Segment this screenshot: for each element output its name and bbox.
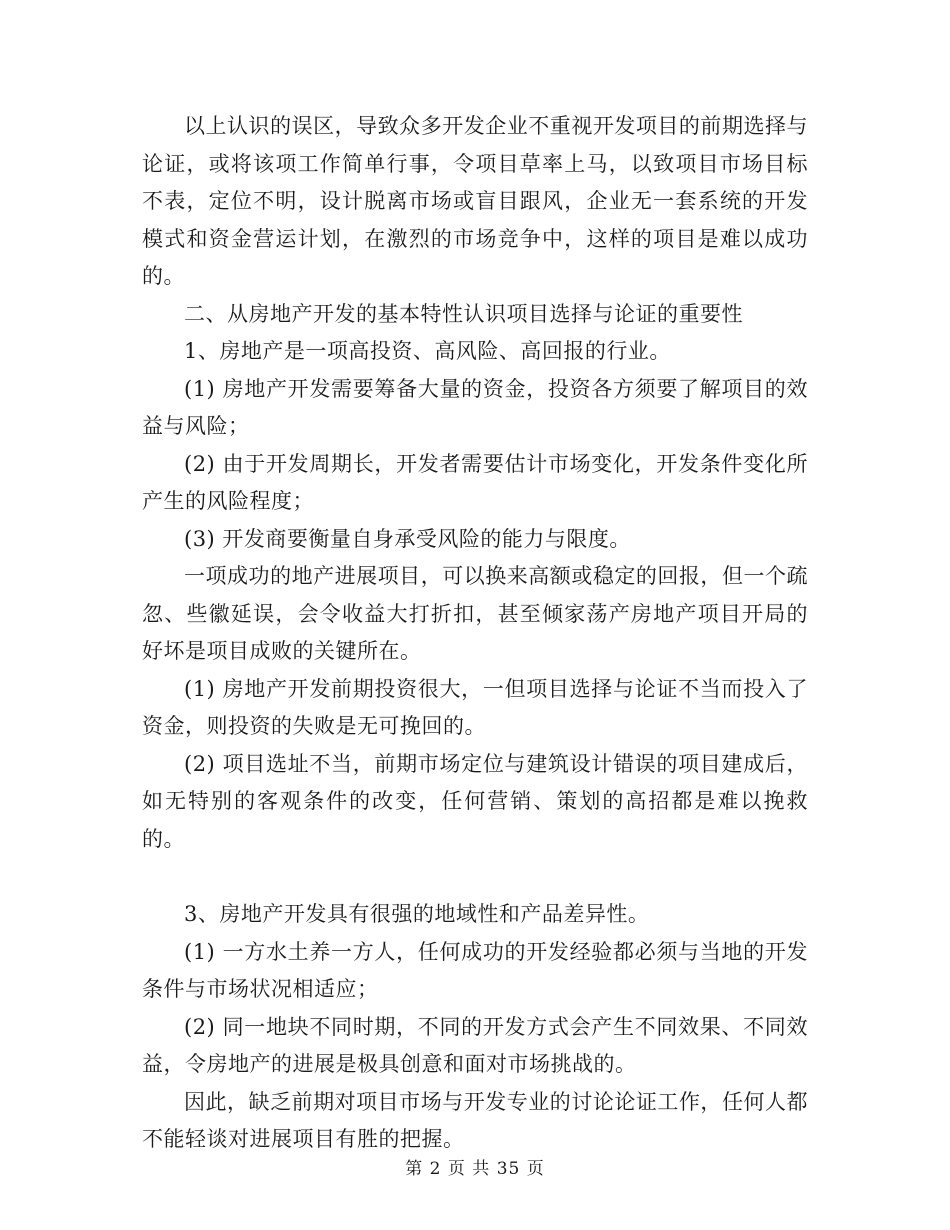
list-item: (2) 由于开发周期长，开发者需要估计市场变化，开发条件变化所产生的风险程度； xyxy=(142,451,808,513)
document-body xyxy=(142,108,808,1159)
subsection-heading: 1、房地产是一项高投资、高风险、高回报的行业。 xyxy=(184,339,671,363)
list-item: (2) 同一地块不同时期，不同的开发方式会产生不同效果、不同效益，令房地产的进展是极具创意和面对市场挑战的。 xyxy=(142,1014,808,1076)
paragraph: 一项成功的地产进展项目，可以换来高额或稳定的回报，但一个疏忽、些徽延误，会令收益大打折扣，甚至倾家荡产房地产项目开局的好坏是项目成败的关键所在。 xyxy=(142,564,808,663)
paragraph-spacer xyxy=(142,858,808,896)
page-number-footer: 第 2 页 共 35 页 xyxy=(405,1159,545,1179)
list-item: (1) 房地产开发需要筹备大量的资金，投资各方须要了解项目的效益与风险； xyxy=(142,376,808,438)
subsection-heading: 3、房地产开发具有很强的地域性和产品差异性。 xyxy=(184,902,650,926)
list-item: (2) 项目选址不当，前期市场定位与建筑设计错误的项目建成后，如无特别的客观条件的改变，任何营销、策划的高招都是难以挽救的。 xyxy=(142,751,808,851)
paragraph: 因此，缺乏前期对项目市场与开发专业的讨论论证工作，任何人都不能轻谈对进展项目有胜的把握。 xyxy=(142,1089,808,1151)
paragraph: 以上认识的误区，导致众多开发企业不重视开发项目的前期选择与论证，或将该项工作简单行事，令项目草率上马，以致项目市场目标不表，定位不明，设计脱离市场或盲目跟风，企业无一套系统的开发模式和资金营运计划，在激烈的市场竞争中，这样的项目是难以成功的。 xyxy=(142,114,808,288)
section-heading: 二、从房地产开发的基本特性认识项目选择与论证的重要性 xyxy=(184,301,743,326)
list-item: (1) 一方水土养一方人，任何成功的开发经验都必须与当地的开发条件与市场状况相适应； xyxy=(142,939,808,1001)
list-item: (3) 开发商要衡量自身承受风险的能力与限度。 xyxy=(184,526,631,551)
list-item: (1) 房地产开发前期投资很大，一但项目选择与论证不当而投入了资金，则投资的失败是无可挽回的。 xyxy=(142,676,808,738)
